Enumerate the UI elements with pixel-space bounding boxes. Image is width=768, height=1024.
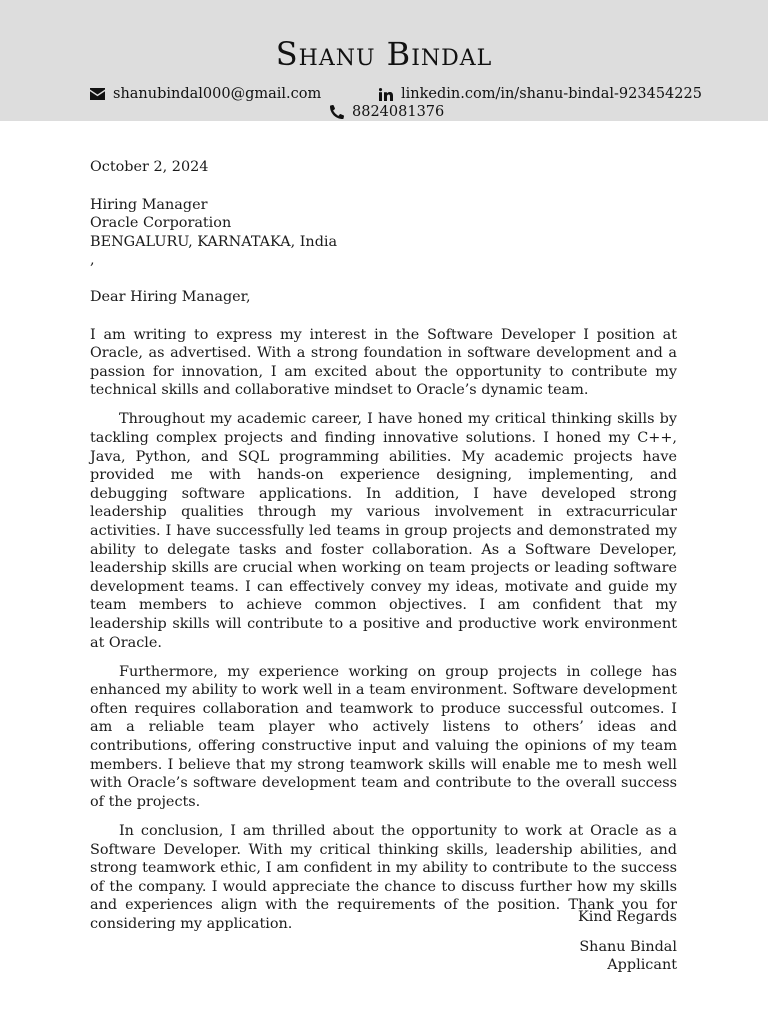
salutation: Dear Hiring Manager, — [90, 288, 251, 305]
linkedin-icon — [379, 88, 393, 101]
letter-body — [90, 158, 677, 944]
letter-date: October 2, 2024 — [90, 159, 209, 175]
recipient-location: BENGALURU, KARNATAKA, India — [90, 233, 338, 250]
paragraph-intro: I am writing to express my interest in the Software Developer I position at Oracle, as advertised. With a strong foundation in software development and a passion for innovation, I am excited about the opportunity to contribute my technical skills and collaborative mindset to Oracle’s dynamic team. — [90, 326, 677, 399]
recipient-company: Oracle Corporation — [90, 215, 232, 232]
signature-role: Applicant — [607, 957, 677, 974]
email-text[interactable]: shanubindal000@gmail.com — [113, 86, 322, 102]
recipient-extra: , — [90, 252, 95, 269]
paragraph-teamwork: Furthermore, my experience working on group projects in college has enhanced my ability to work well in a team environment. Software development often requires collaboration and teamwork to produce successful outcomes. I am a reliable team player who actively listens to others’ ideas and contributions, offering constructive input and valuing the opinions of my team members. I believe that my strong teamwork skills will enable me to mesh well with Oracle’s software development team and contribute to the overall success of the projects. — [90, 663, 677, 810]
contact-email[interactable] — [90, 87, 321, 102]
envelope-icon — [90, 88, 105, 100]
signature-name: Shanu Bindal — [579, 938, 677, 955]
contact-linkedin[interactable] — [379, 87, 702, 102]
recipient-title: Hiring Manager — [90, 196, 208, 213]
closing-phrase: Kind Regards — [577, 909, 677, 925]
applicant-name: Shanu Bindal — [275, 35, 493, 73]
paragraph-conclusion: In conclusion, I am thrilled about the opportunity to work at Oracle as a Software Developer. With my critical thinking skills, leadership abilities, and strong teamwork ethic, I am confident in my ability to contribute to the success of the company. I would appreciate the chance to discuss further how my skills and experiences align with the requirements of the position. Thank you for considering my application. — [90, 822, 677, 932]
phone-icon — [330, 105, 344, 119]
contact-phone[interactable] — [330, 105, 444, 120]
phone-text[interactable]: 8824081376 — [352, 104, 445, 120]
paragraph-academic: Throughout my academic career, I have honed my critical thinking skills by tackling complex projects and finding innovative solutions. I honed my C++, Java, Python, and SQL programming abilities. My academic projects have provided me with hands-on experience designing, implementing, and debugging software applications. In addition, I have developed strong leadership qualities through my various involvement in extracurricular activities. I have successfully led teams in group projects and demonstrated my ability to delegate tasks and foster collaboration. As a Software Developer, leadership skills are crucial when working on team projects or leading software development teams. I can effectively convey my ideas, motivate and guide my team members to achieve common objectives. I am confident that my leadership skills will contribute to a positive and productive work environment at Oracle. — [90, 411, 677, 651]
closing-block — [578, 908, 677, 975]
recipient-address — [90, 196, 677, 270]
linkedin-text[interactable]: linkedin.com/in/shanu-bindal-923454225 — [401, 86, 702, 102]
